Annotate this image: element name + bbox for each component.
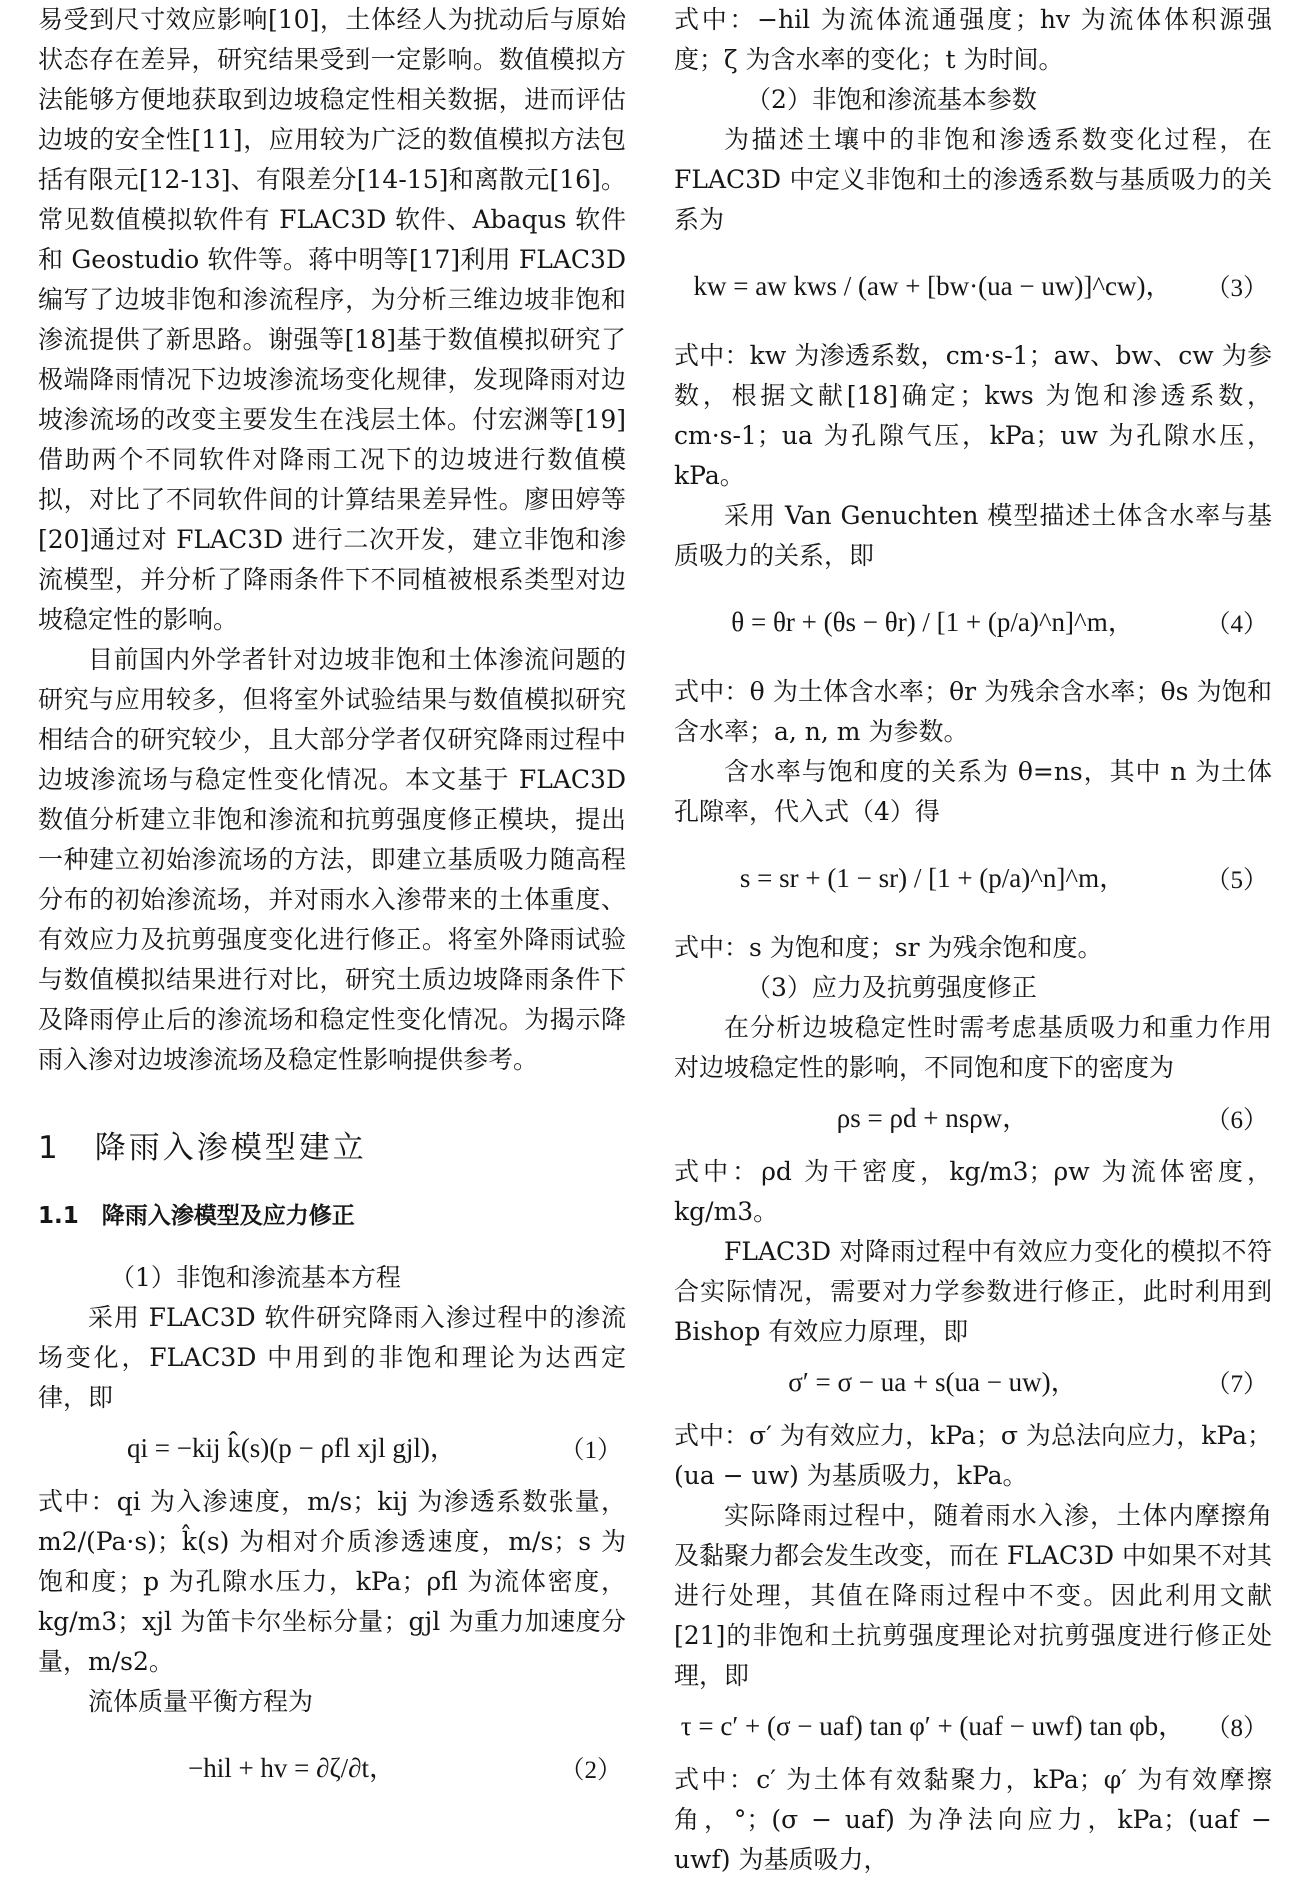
equation-body: s = sr + (1 − sr) / [1 + (p/a)^n]^m， [739,863,1127,893]
paragraph: 为描述土壤中的非饱和渗透系数变化过程，在 FLAC3D 中定义非饱和土的渗透系数与基质吸力的关系为 [674,125,1272,234]
paragraph: 式中：σ′ 为有效应力，kPa；σ 为总法向应力，kPa；(ua − uw) 为基质吸力，kPa。 [674,1421,1272,1490]
paragraph: 含水率与饱和度的关系为 θ=ns，其中 n 为土体孔隙率，代入式（4）得 [674,757,1272,826]
equation-body: −hil + hv = ∂ζ/∂t， [187,1753,397,1783]
right-column [674,0,1272,1880]
equation-4 [674,576,1272,672]
equation-number: （7） [1205,1371,1268,1398]
paragraph: 采用 FLAC3D 软件研究降雨入渗过程中的渗流场变化，FLAC3D 中用到的非饱和理论为达西定律，即 [38,1303,626,1412]
paragraph: 式中：θ 为土体含水率；θr 为残余含水率；θs 为饱和含水率；a, n, m 为参数。 [674,677,1272,746]
equation-body: θ = θr + (θs − θr) / [1 + (p/a)^n]^m， [731,607,1135,637]
paragraph: 在分析边坡稳定性时需考虑基质吸力和重力作用对边坡稳定性的影响，不同饱和度下的密度为 [674,1013,1272,1082]
equation-body: τ = c′ + (σ − uaf) tan φ′ + (uaf − uwf) tan φb， [680,1711,1186,1741]
equation-6 [674,1088,1272,1152]
equation-number: （8） [1205,1715,1268,1742]
sub-heading: （3）应力及抗剪强度修正 [746,973,1037,1002]
equation-number: （2） [559,1757,622,1784]
equation-5 [674,832,1272,928]
equation-body: qi = −kij k̂(s)(p − ρfl xjl gjl)， [127,1433,457,1463]
paragraph: 目前国内外学者针对边坡非饱和土体渗流问题的研究与应用较多，但将室外试验结果与数值模拟研究相结合的研究较少，且大部分学者仅研究降雨过程中边坡渗流场与稳定性变化情况。本文基于 FLAC3D 数值分析建立非饱和渗流和抗剪强度修正模块，提出一种建立初始渗流场的方法，即建立基质吸力随高程分布的初始渗流场，并对雨水入渗带来的土体重度、有效应力及抗剪强度变化进行修正。将室外降雨试验与数值模拟结果进行对比，研究土质边坡降雨条件下及降雨停止后的渗流场和稳定性变化情况。为揭示降雨入渗对边坡渗流场及稳定性影响提供参考。 [38,645,626,1074]
paragraph: 式中：s 为饱和度；sr 为残余饱和度。 [674,933,1103,962]
paragraph: 式中：c′ 为土体有效黏聚力，kPa；φ′ 为有效摩擦角，°；(σ − uaf) 为净法向应力，kPa；(uaf − uwf) 为基质吸力， [674,1765,1272,1874]
paragraph: 式中：−hil 为流体流通强度；hv 为流体体积源强度；ζ 为含水率的变化；t 为时间。 [674,5,1272,74]
equation-number: （4） [1205,611,1268,638]
left-column [38,0,626,1818]
equation-3 [674,240,1272,336]
equation-body: kw = aw kws / (aw + [bw·(ua − uw)]^cw)， [693,271,1173,301]
paragraph: 流体质量平衡方程为 [88,1687,314,1716]
sub-heading: （2）非饱和渗流基本参数 [746,85,1037,114]
equation-number: （1） [559,1437,622,1464]
equation-number: （6） [1205,1107,1268,1134]
paragraph: 式中：kw 为渗透系数，cm·s-1；aw、bw、cw 为参数，根据文献[18]确定；kws 为饱和渗透系数，cm·s-1；ua 为孔隙气压，kPa；uw 为孔隙水压，kPa。 [674,341,1272,490]
paragraph: 式中：ρd 为干密度，kg/m3；ρw 为流体密度，kg/m3。 [674,1157,1272,1226]
equation-body: ρs = ρd + nsρw， [836,1103,1030,1133]
sub-heading: （1）非饱和渗流基本方程 [110,1263,401,1292]
paragraph: 易受到尺寸效应影响[10]，土体经人为扰动后与原始状态存在差异，研究结果受到一定影响。数值模拟方法能够方便地获取到边坡稳定性相关数据，进而评估边坡的安全性[11]，应用较为广泛的数值模拟方法包括有限元[12-13]、有限差分[14-15]和离散元[16]。常见数值模拟软件有 FLAC3D 软件、Abaqus 软件和 Geostudio 软件等。蒋中明等[17]利用 FLAC3D 编写了边坡非饱和渗流程序，为分析三维边坡非饱和渗流提供了新思路。谢强等[18]基于数值模拟研究了极端降雨情况下边坡渗流场变化规律，发现降雨对边坡渗流场的改变主要发生在浅层土体。付宏渊等[19]借助两个不同软件对降雨工况下的边坡进行数值模拟，对比了不同软件间的计算结果差异性。廖田婷等[20]通过对 FLAC3D 进行二次开发，建立非饱和渗流模型，并分析了降雨条件下不同植被根系类型对边坡稳定性的影响。 [38,5,626,634]
equation-8 [674,1696,1272,1760]
equation-number: （3） [1205,275,1268,302]
equation-1 [38,1418,626,1482]
paragraph: 实际降雨过程中，随着雨水入渗，土体内摩擦角及黏聚力都会发生改变，而在 FLAC3D 中如果不对其进行处理，其值在降雨过程中不变。因此利用文献[21]的非饱和土抗剪强度理论对抗剪强度进行修正处理，即 [674,1501,1272,1690]
subsection-heading: 1.1 降雨入渗模型及应力修正 [38,1203,355,1229]
equation-number: （5） [1205,867,1268,894]
paragraph: FLAC3D 对降雨过程中有效应力变化的模拟不符合实际情况，需要对力学参数进行修正，此时利用到 Bishop 有效应力原理，即 [674,1237,1272,1346]
section-heading: 1 降雨入渗模型建立 [38,1130,367,1166]
paragraph: 式中：qi 为入渗速度，m/s；kij 为渗透系数张量，m2/(Pa·s)；k̂(s) 为相对介质渗透速度，m/s；s 为饱和度；p 为孔隙水压力，kPa；ρfl 为流体密度，kg/m3；xjl 为笛卡尔坐标分量；gjl 为重力加速度分量，m/s2。 [38,1487,626,1676]
paragraph: 采用 Van Genuchten 模型描述土体含水率与基质吸力的关系，即 [674,501,1272,570]
equation-2 [38,1722,626,1818]
equation-body: σ′ = σ − ua + s(ua − uw)， [788,1367,1078,1397]
equation-7 [674,1352,1272,1416]
